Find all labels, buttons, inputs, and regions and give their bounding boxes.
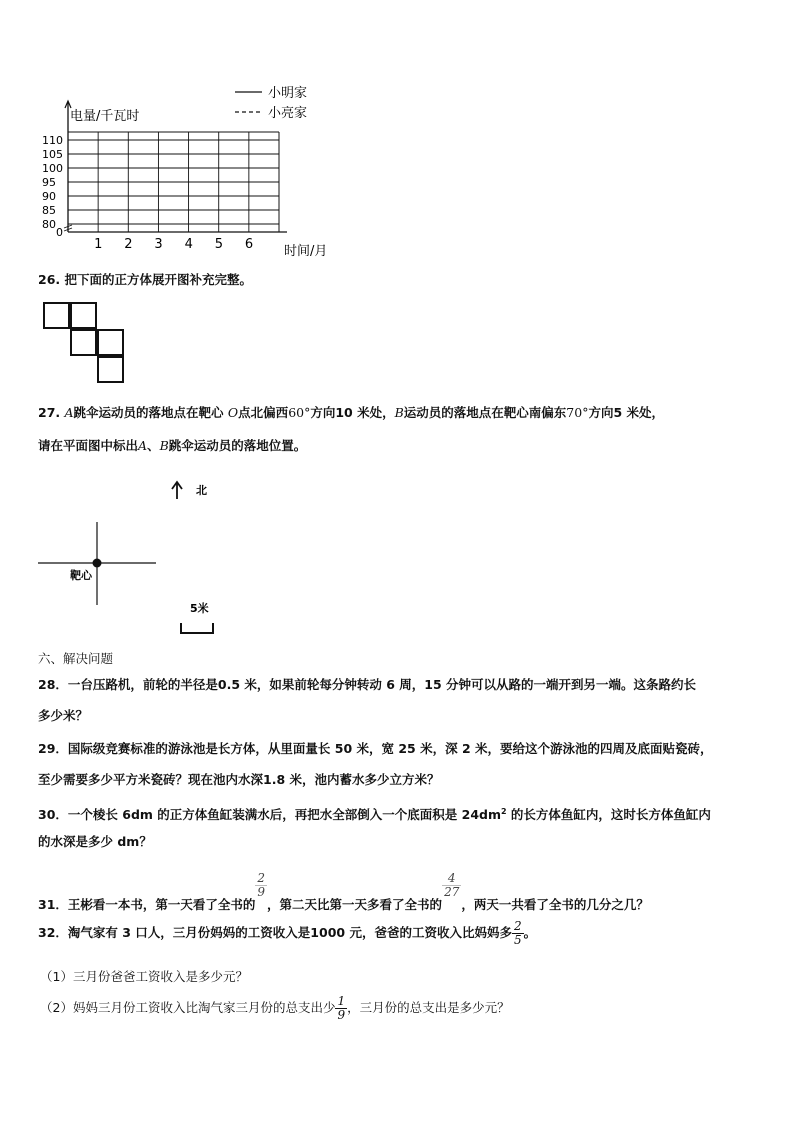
question-text: 把下面的正方体展开图补充完整。	[64, 272, 253, 287]
question-number: 26.	[38, 272, 61, 287]
y-tick-label: 80	[42, 218, 56, 231]
text-span: 、	[147, 438, 160, 453]
point-b-label: B	[394, 405, 404, 420]
fraction	[335, 995, 347, 1022]
text-span: ，三月份的总支出是多少元？	[347, 1000, 510, 1015]
x-axis-label: 时间/月	[284, 244, 328, 259]
north-label: 北	[196, 484, 207, 497]
north-arrow	[172, 482, 182, 499]
text-span: 方向5 米处，	[588, 405, 665, 420]
numerator: 2	[257, 871, 266, 885]
text-span: 30．一个棱长 6dm 的正方体鱼缸装满水后，再把水全部倒入一个底面积是 24dm	[38, 807, 501, 823]
text-span: 点北偏西	[238, 405, 289, 420]
point-a-label: A	[64, 405, 74, 420]
legend-label: 小亮家	[268, 106, 308, 121]
superscript: 2	[501, 807, 507, 816]
target-center-dot	[93, 559, 102, 568]
question-31	[38, 868, 649, 912]
text-span: 请在平面图中标出	[38, 438, 139, 453]
scale-bar	[181, 623, 213, 633]
question-32-part1: （1）三月份爸爸工资收入是多少元？	[40, 969, 248, 984]
fraction	[255, 872, 267, 899]
x-tick-label: 3	[154, 237, 163, 252]
question-28-line1: 28．一台压路机，前轮的半径是0.5 米，如果前轮每分钟转动 6 周，15 分钟可以从路的一端开到另一端。这条路约长	[38, 677, 697, 692]
y-tick-label: 90	[42, 190, 56, 203]
question-28-line2: 多少米？	[38, 708, 89, 723]
y-axis-label: 电量/千瓦时	[70, 109, 140, 124]
angle-value: 60°	[288, 405, 311, 420]
net-square	[97, 329, 124, 356]
net-square	[70, 329, 97, 356]
text-span: 的长方体鱼缸内，这时长方体鱼缸内	[506, 807, 711, 823]
x-tick-label: 1	[94, 237, 103, 252]
point-b-label: B	[159, 438, 169, 453]
text-span: 跳伞运动员的落地位置。	[168, 438, 307, 453]
electricity-chart	[30, 80, 350, 260]
question-30-line2: 的水深是多少 dm？	[38, 834, 152, 849]
x-tick-label: 5	[214, 237, 223, 252]
y-tick-label: 0	[56, 226, 63, 239]
x-tick-label: 2	[124, 237, 133, 252]
text-span: 运动员的落地点在靶心南偏东	[403, 405, 567, 420]
numerator: 4	[442, 872, 461, 886]
y-tick-label: 95	[42, 176, 56, 189]
scale-label: 5米	[190, 602, 209, 615]
text-span: 跳伞运动员的落地点在靶心	[73, 405, 224, 420]
text-span: （2）妈妈三月份工资收入比淘气家三月份的总支出少	[40, 1000, 336, 1015]
text-span: ，两天一共看了全书的几分之几？	[461, 897, 649, 912]
question-32-part2	[40, 995, 510, 1022]
y-tick-label: 110	[42, 134, 63, 147]
fraction	[442, 872, 461, 899]
question-29-line1: 29．国际级竞赛标准的游泳池是长方体，从里面量长 50 米，宽 25 米，深 2 米，要给这个游泳池的四周及底面贴瓷砖，	[38, 741, 713, 756]
question-32	[38, 920, 536, 947]
net-square	[70, 302, 97, 329]
legend-label: 小明家	[268, 86, 308, 101]
numerator: 2	[513, 919, 522, 933]
question-29-line2: 至少需要多少平方米瓷砖？现在池内水深1.8 米，池内蓄水多少立方米？	[38, 772, 440, 787]
angle-value: 70°	[566, 405, 589, 420]
point-a-label: A	[138, 438, 148, 453]
y-tick-label: 85	[42, 204, 56, 217]
section-heading: 六、解决问题	[38, 651, 114, 666]
x-tick-label: 6	[244, 237, 254, 252]
denominator: 9	[337, 1008, 346, 1022]
question-number: 27.	[38, 405, 61, 420]
question-27-line1	[38, 405, 664, 421]
question-26	[38, 272, 252, 288]
y-tick-label: 100	[42, 162, 63, 175]
target-diagram	[30, 475, 230, 645]
fraction	[512, 920, 524, 947]
denominator: 27	[444, 885, 460, 899]
denominator: 5	[513, 933, 522, 947]
y-tick-label: 105	[42, 148, 63, 161]
text-span: ，第二天比第一天多看了全书的	[267, 897, 443, 912]
net-square	[43, 302, 70, 329]
text-span: 。	[523, 925, 537, 940]
text-span: 31．王彬看一本书，第一天看了全书的	[38, 897, 256, 912]
text-span: 32．淘气家有 3 口人，三月份妈妈的工资收入是1000 元，爸爸的工资收入比妈妈多	[38, 925, 512, 940]
numerator: 1	[337, 994, 346, 1008]
denominator: 9	[257, 885, 266, 899]
x-tick-label: 4	[184, 237, 193, 252]
net-square	[97, 356, 124, 383]
text-span: 方向10 米处，	[310, 405, 395, 420]
target-center-label: 靶心	[70, 569, 92, 582]
question-27-line2	[38, 438, 306, 454]
question-30-line1	[38, 804, 711, 823]
point-o-label: O	[227, 405, 239, 420]
